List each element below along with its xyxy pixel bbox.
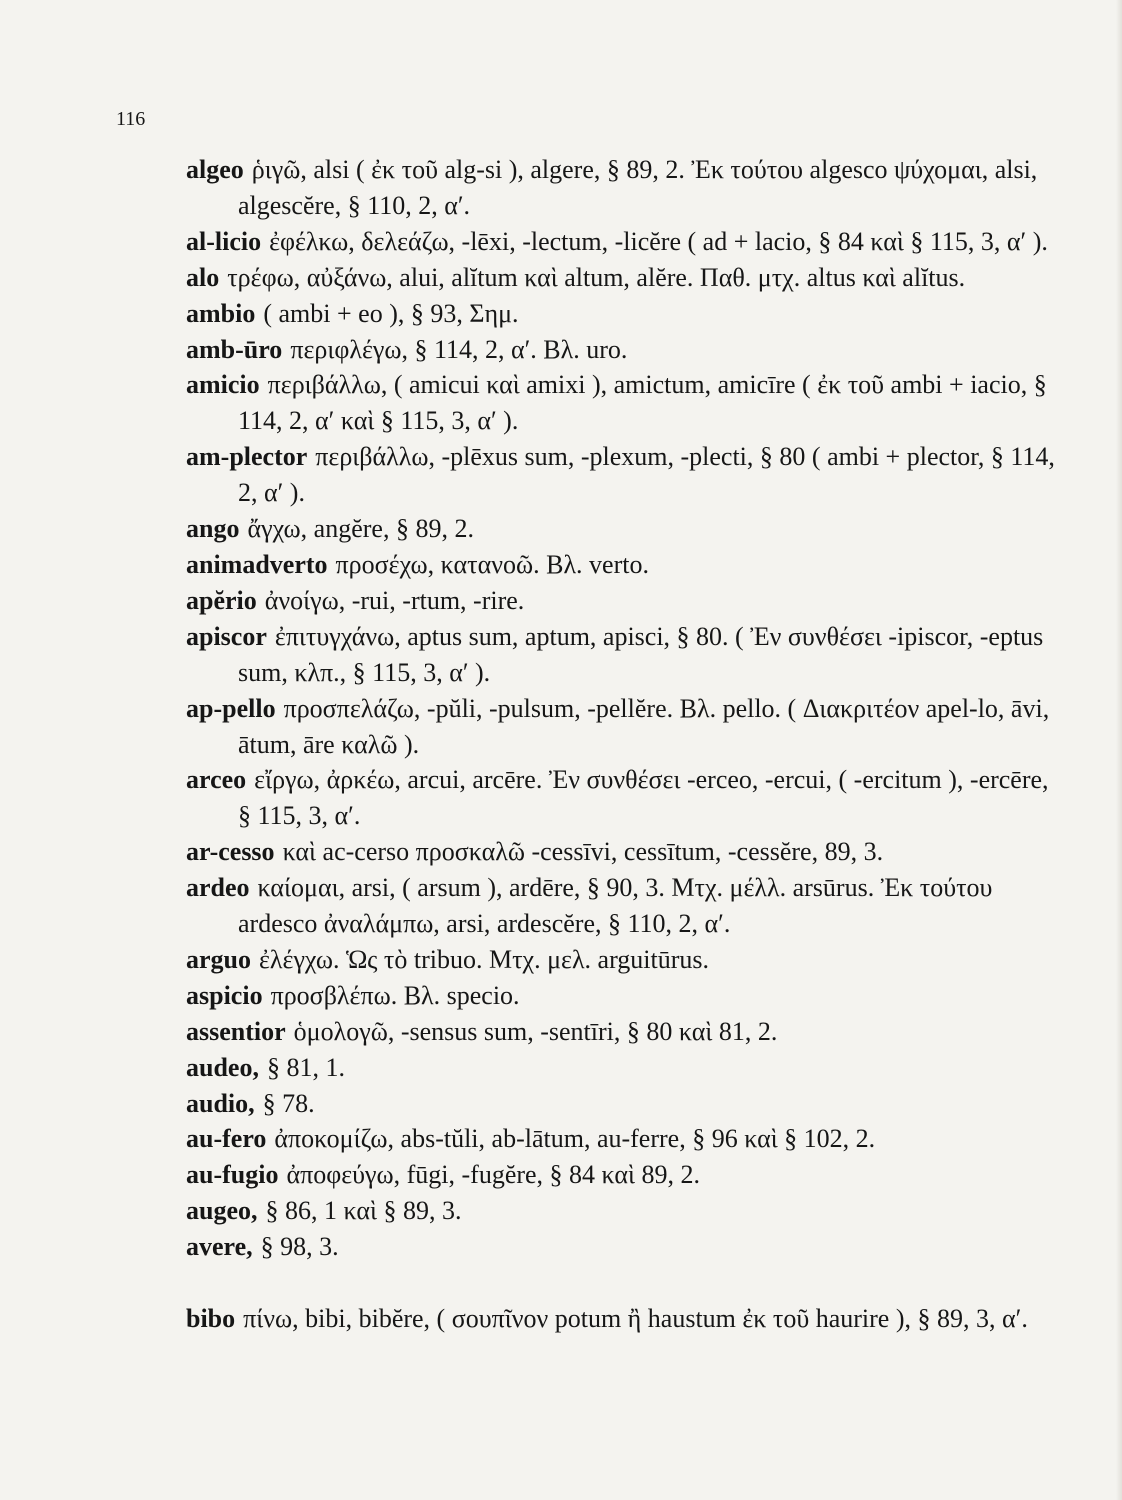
entry-lemma: apĕrio	[186, 585, 257, 615]
entry-text: τρέφω, αὐξάνω, alui, alĭtum καὶ altum, alĕre. Παθ. μτχ. altus καὶ alĭtus.	[227, 262, 966, 292]
entry-bibo	[186, 1301, 1066, 1337]
entry-text: προσβλέπω. Βλ. specio.	[270, 980, 520, 1010]
entry-assentior	[186, 1014, 1066, 1050]
entry-lemma: audio,	[186, 1088, 255, 1118]
entry-aspicio	[186, 978, 1066, 1014]
entry-lemma: amb-ūro	[186, 334, 283, 364]
entry-ar-cesso	[186, 834, 1066, 870]
entry-lemma: arceo	[186, 765, 247, 795]
entry-text: πίνω, bibi, bibĕre, ( σουπῖνον potum ἢ haustum ἐκ τοῦ haurire ), § 89, 3, α′.	[243, 1304, 1028, 1334]
entry-avere	[186, 1229, 1066, 1265]
entry-text: § 98, 3.	[260, 1232, 339, 1262]
entry-ap-pello	[186, 691, 1066, 763]
entry-text: ῥιγῶ, alsi ( ἐκ τοῦ alg-si ), algere, § 89, 2. Ἐκ τούτου algesco ψύχομαι, alsi, algescĕre, § 110, 2, α′.	[238, 155, 1038, 220]
entry-text: περιβάλλω, ( amicui καὶ amixi ), amictum, amicīre ( ἐκ τοῦ ambi + iacio, § 114, 2, α′ καὶ § 115, 3, α′ ).	[238, 370, 1047, 436]
entry-lemma: ar-cesso	[186, 837, 275, 867]
entry-lemma: au-fero	[186, 1124, 267, 1154]
entry-lemma: al-licio	[186, 226, 262, 256]
entry-lemma: assentior	[186, 1016, 286, 1046]
entry-algeo	[186, 152, 1066, 224]
entry-text: περιβάλλω, -plēxus sum, -plexum, -plecti, § 80 ( ambi + plector, § 114, 2, α′ ).	[238, 442, 1055, 508]
entry-lemma: bibo	[186, 1304, 236, 1334]
entry-lemma: aspicio	[186, 980, 263, 1010]
entry-lemma: avere,	[186, 1232, 253, 1262]
entry-text: προσπελάζω, -pŭli, -pulsum, -pellĕre. Βλ. pello. ( Διακριτέον apel-lo, āvi, ātum, āre καλῶ ).	[238, 693, 1050, 759]
entry-au-fugio	[186, 1157, 1066, 1193]
entry-al-licio	[186, 224, 1066, 260]
entry-lemma: animadverto	[186, 549, 328, 579]
entry-ango	[186, 511, 1066, 547]
entry-text: ( ambi + eo ), § 93, Σημ.	[263, 298, 519, 328]
entry-au-fero	[186, 1121, 1066, 1157]
entry-lemma: am-plector	[186, 442, 308, 472]
entry-text: § 78.	[262, 1088, 315, 1118]
entry-lemma: ambio	[186, 298, 256, 328]
entry-text: ἐπιτυγχάνω, aptus sum, aptum, apisci, § 80. ( Ἐν συνθέσει -ipiscor, -eptus sum, κλπ., § 115, 3, α′ ).	[238, 621, 1044, 687]
entry-text: ἀποκομίζω, abs-tŭli, ab-lātum, au-ferre, § 96 καὶ § 102, 2.	[274, 1124, 876, 1154]
entry-text: προσέχω, κατανοῶ. Βλ. verto.	[335, 549, 649, 579]
entry-text: καὶ ac-cerso προσκαλῶ -cessīvi, cessītum, -cessĕre, 89, 3.	[282, 837, 884, 867]
entry-text: περιφλέγω, § 114, 2, α′. Βλ. uro.	[290, 334, 628, 364]
entry-ambio	[186, 296, 1066, 332]
entry-amb-uro	[186, 332, 1066, 368]
page-edge-shadow	[1116, 0, 1122, 1500]
entry-lemma: ango	[186, 514, 240, 544]
entry-lemma: augeo,	[186, 1196, 258, 1226]
entry-lemma: ardeo	[186, 873, 250, 903]
entry-aperio	[186, 583, 1066, 619]
entry-text: εἴργω, ἀρκέω, arcui, arcēre. Ἐν συνθέσει -erceo, -ercui, ( -ercitum ), -ercēre, § 115, 3, α′.	[238, 765, 1049, 831]
entry-text: ἄγχω, angĕre, § 89, 2.	[247, 514, 474, 544]
entry-text: ἀνοίγω, -rui, -rtum, -rire.	[264, 585, 525, 615]
entry-amicio	[186, 367, 1066, 439]
verb-entry-list	[186, 152, 1066, 1337]
entry-lemma: apiscor	[186, 621, 267, 651]
entry-apiscor	[186, 619, 1066, 691]
entry-text: ἐφέλκω, δελεάζω, -lēxi, -lectum, -licĕre ( ad + lacio, § 84 καὶ § 115, 3, α′ ).	[269, 226, 1048, 256]
entry-lemma: arguo	[186, 944, 251, 974]
entry-text: § 81, 1.	[266, 1052, 345, 1082]
entry-lemma: algeo	[186, 155, 244, 184]
entry-lemma: audeo,	[186, 1052, 259, 1082]
entry-text: ἀποφεύγω, fūgi, -fugĕre, § 84 καὶ 89, 2.	[286, 1160, 701, 1190]
entry-arguo	[186, 942, 1066, 978]
entry-audeo	[186, 1050, 1066, 1086]
entry-alo	[186, 260, 1066, 296]
entry-animadverto	[186, 547, 1066, 583]
entry-lemma: amicio	[186, 370, 260, 400]
entry-lemma: alo	[186, 262, 220, 292]
entry-audio	[186, 1086, 1066, 1122]
page-number: 116	[116, 108, 146, 130]
entry-text: ἐλέγχω. Ὡς τὸ tribuo. Μτχ. μελ. arguitūrus.	[259, 944, 709, 974]
entry-lemma: ap-pello	[186, 693, 276, 723]
entry-augeo	[186, 1193, 1066, 1229]
entry-ardeo	[186, 870, 1066, 942]
entry-am-plector	[186, 439, 1066, 511]
entry-text: § 86, 1 καὶ § 89, 3.	[265, 1196, 462, 1226]
entry-lemma: au-fugio	[186, 1160, 279, 1190]
entry-text: καίομαι, arsi, ( arsum ), ardēre, § 90, 3. Μτχ. μέλλ. arsūrus. Ἐκ τούτου ardesco ἀναλάμπω, arsi, ardescĕre, § 110, 2, α′.	[238, 873, 993, 939]
entry-arceo	[186, 762, 1066, 834]
entry-text: ὁμολογῶ, -sensus sum, -sentīri, § 80 καὶ 81, 2.	[293, 1016, 778, 1046]
